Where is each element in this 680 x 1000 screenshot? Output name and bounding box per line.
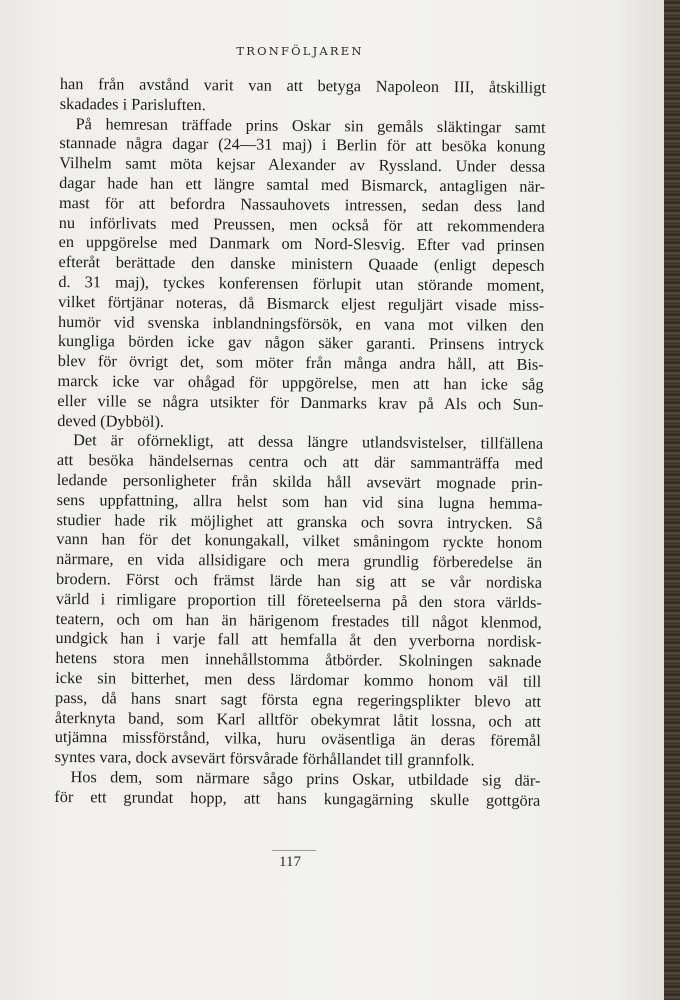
text-line: blev för övrigt det, som möter från många andra håll, att Bis-	[57, 351, 544, 374]
text-line: stannade några dagar (24—31 maj) i Berlin för att besöka konung	[59, 133, 546, 157]
page-edge	[664, 0, 680, 1000]
text-line: att besöka händelsernas centra och att där sammanträffa med	[56, 450, 544, 473]
text-line: d. 31 maj), tyckes konferensen förlupit utan störande moment,	[58, 271, 545, 295]
text-line: brodern. Först och främst lärde han sig att se vår nordiska	[55, 568, 543, 592]
text-line: På hemresan träffade prins Oskar sin gemåls släktingar samt	[75, 113, 546, 137]
text-line: ledande personligheter från skilda håll avsevärt mognade prin-	[56, 469, 543, 493]
text-line: han från avstånd varit van att betyga Napoleon III, åtskilligt	[59, 74, 546, 97]
text-line: icke sin bitterhet, men dess lärdomar kommo honom väl till	[55, 667, 542, 691]
text-line: dagar hade han ett längre samtal med Bismarck, antagligen när-	[59, 172, 546, 196]
text-line: hetens stora men innehållstomma åtbörder. Skolningen saknade	[55, 648, 542, 671]
text-line: närmare, en vida allsidigare och mera grundlig förberedelse än	[56, 549, 543, 572]
text-line: skadades i Parisluften.	[59, 93, 206, 114]
text-line: utjämna missförstånd, vilka, huru oväsentliga än deras föremål	[54, 727, 541, 751]
text-line: återknyta band, som Karl alltför obekymrat låtit lossna, och att	[54, 707, 542, 731]
text-line: deved (Dybböl).	[57, 410, 165, 431]
running-head: TRONFÖLJAREN	[236, 44, 364, 58]
text-line: kungliga börden icke gav någon säker garanti. Prinsens intryck	[57, 331, 544, 355]
text-line: vilket förtjänar noteras, då Bismarck eljest reguljärt visade miss-	[58, 291, 545, 315]
footer-rule	[272, 850, 316, 851]
text-line: Det är oförnekligt, att dessa längre utlandsvistelser, tillfällena	[73, 430, 544, 454]
text-line: sens uppfattning, allra helst som han vid sina lugna hemma-	[56, 489, 543, 513]
text-line: studier hade rik möjlighet att granska och sovra intrycken. Så	[56, 509, 543, 533]
text-line: efteråt berättade den danske ministern Quaade (enligt depesch	[58, 252, 545, 275]
text-line: en uppgörelse med Danmark om Nord-Slesvig. Efter vad prinsen	[58, 232, 545, 256]
text-line: för ett grundat hopp, att hans kungagärning skulle gottgöra	[54, 786, 541, 810]
text-line: pass, då hans snart sagt första egna regeringsplikter blevo att	[55, 687, 542, 711]
text-line: teatern, och om han än härigenom frestades till något klenmod,	[55, 608, 542, 632]
text-line: eller ville se några utsikter för Danmarks krav på Als och Sun-	[57, 390, 544, 414]
text-line: humör vid svenska inblandningsförsök, en vana mot vilken den	[57, 311, 545, 335]
text-line: undgick han i varje fall att hemfalla åt den yverborna nordisk-	[55, 628, 542, 652]
text-line: Hos dem, som närmare sågo prins Oskar, utbildade sig där-	[70, 766, 541, 790]
text-line: vann han för det konungakall, vilket småningom ryckte honom	[56, 529, 543, 553]
text-line: marck icke var ohågad för uppgörelse, men att han icke såg	[57, 370, 544, 394]
text-line: mast för att befordra Nassauhovets intressen, sedan dess land	[58, 192, 546, 216]
page-number: 117	[279, 854, 301, 870]
text-line: Vilhelm samt möta kejsar Alexander av Ryssland. Under dessa	[59, 153, 546, 177]
text-line: värld i rimligare proportion till företeelserna på den stora världs-	[55, 588, 542, 612]
body-text	[54, 74, 546, 810]
text-line: syntes vara, dock avsevärt försvårade förhållandet till grannfolk.	[54, 747, 475, 770]
text-line: nu införlivats med Preussen, men också för att rekommendera	[58, 212, 545, 236]
